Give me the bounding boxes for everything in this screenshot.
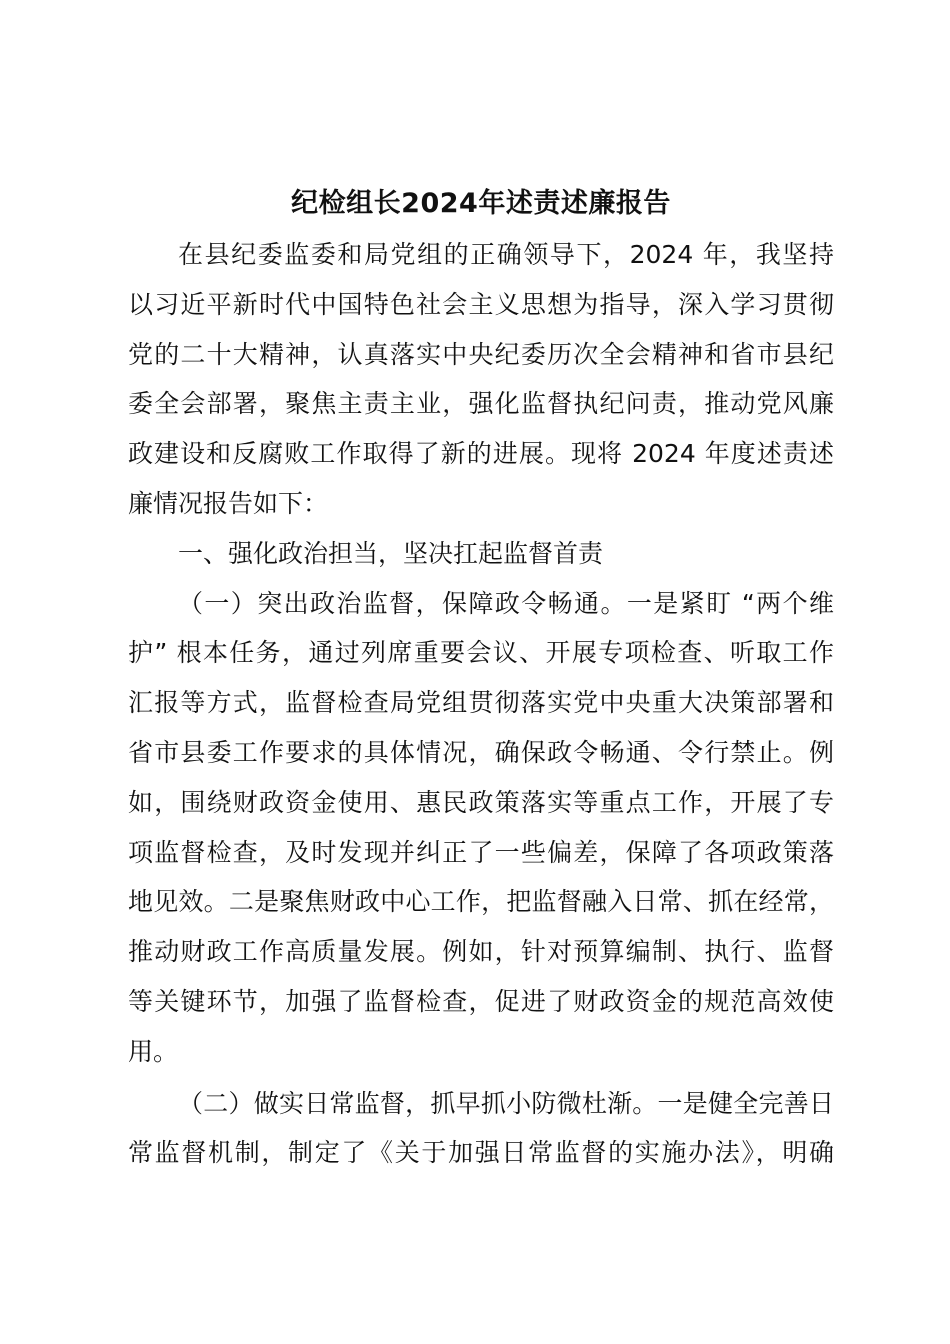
- text-line: 委全会部署，聚焦主责主业，强化监督执纪问责，推动党风廉: [128, 389, 834, 419]
- document-title: 纪检组长2024年述责述廉报告: [291, 188, 671, 219]
- text-line: 常监督机制，制定了《关于加强日常监督的实施办法》，明确: [128, 1138, 834, 1168]
- text-line: 如，围绕财政资金使用、惠民政策落实等重点工作，开展了专: [128, 787, 834, 817]
- text-line: 在县纪委监委和局党组的正确领导下，2024 年，我坚持: [178, 240, 834, 269]
- text-line: 用。: [128, 1036, 179, 1066]
- text-line: 地见效。二是聚焦财政中心工作，把监督融入日常、抓在经常，: [128, 887, 834, 917]
- intro-paragraph: [128, 230, 834, 529]
- text-line: 等关键环节，加强了监督检查，促进了财政资金的规范高效使: [128, 986, 834, 1016]
- text-line: 政建设和反腐败工作取得了新的进展。现将 2024 年度述责述: [128, 439, 834, 469]
- text-line: 汇报等方式，监督检查局党组贯彻落实党中央重大决策部署和: [128, 688, 834, 718]
- text-line: 以习近平新时代中国特色社会主义思想为指导，深入学习贯彻: [128, 289, 834, 319]
- text-line: 廉情况报告如下：: [128, 488, 329, 518]
- text-line: 推动财政工作高质量发展。例如，针对预算编制、执行、监督: [128, 937, 834, 967]
- text-line: 项监督检查，及时发现并纠正了一些偏差，保障了各项政策落: [128, 837, 834, 867]
- text-line: 党的二十大精神，认真落实中央纪委历次全会精神和省市县纪: [128, 339, 834, 369]
- subsection-2-paragraph: [128, 1079, 834, 1179]
- text-line: 护” 根本任务，通过列席重要会议、开展专项检查、听取工作: [128, 638, 834, 668]
- section-heading-1: [128, 529, 834, 579]
- subsection-1-paragraph: [128, 579, 834, 1077]
- document-page: [128, 182, 834, 1178]
- text-line: 一、强化政治担当，坚决扛起监督首责: [178, 538, 604, 568]
- text-line: （二）做实日常监督，抓早抓小防微杜渐。一是健全完善日: [178, 1088, 834, 1118]
- text-line: 省市县委工作要求的具体情况，确保政令畅通、令行禁止。例: [128, 737, 834, 767]
- text-line: （一）突出政治监督，保障政令畅通。一是紧盯 “两个维: [178, 588, 834, 618]
